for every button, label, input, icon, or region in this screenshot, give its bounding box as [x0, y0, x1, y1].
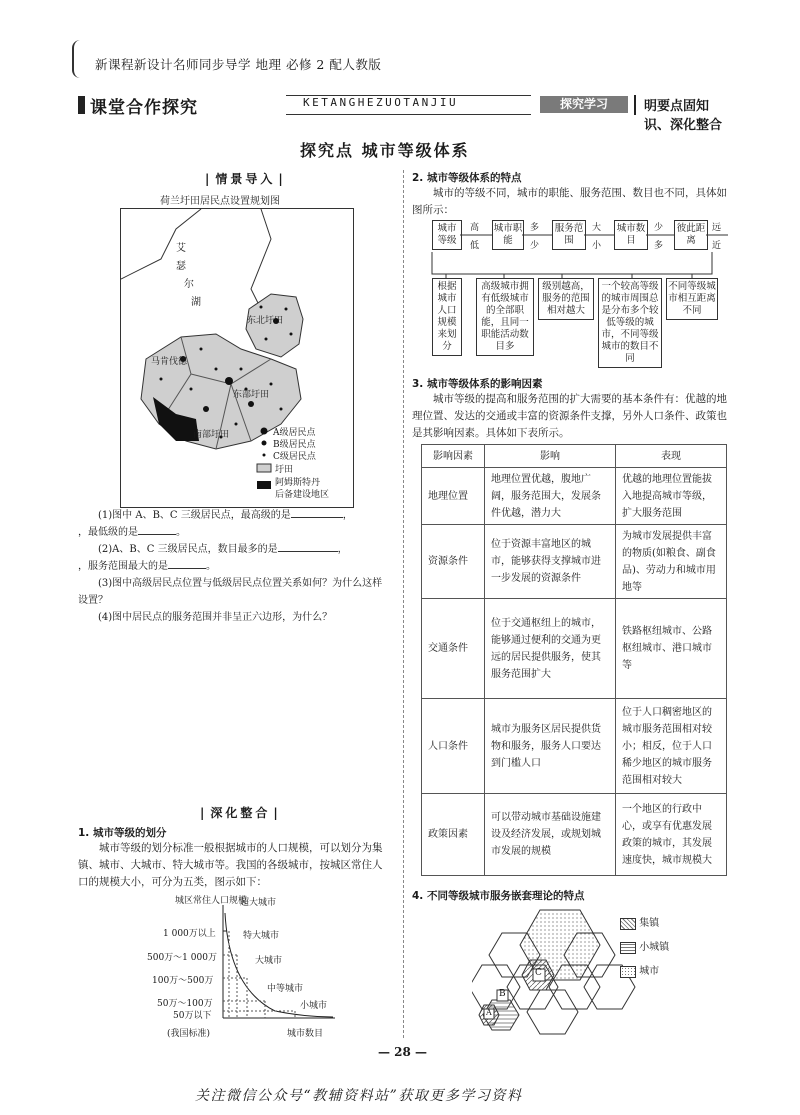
- table-row: [422, 794, 727, 876]
- question-3: (3)图中高级居民点位置与低级居民点位置关系如何？为什么这样设置？: [78, 578, 383, 606]
- cell: 资源条件: [422, 525, 485, 599]
- arrow-3-top: 大: [592, 223, 602, 233]
- band-bar-left: [634, 95, 636, 115]
- cell: 为城市发展提供丰富的物质(如粮食、副食品)、劳动力和城市用地等: [616, 525, 727, 599]
- hierarchy-flow: [412, 218, 730, 373]
- name-4: 中等城市: [267, 984, 304, 994]
- legend-b: B级居民点: [273, 440, 316, 450]
- map-label-south-polder: 南部圩田: [193, 430, 230, 440]
- cell: 铁路枢纽城市、公路枢纽城市、港口城市等: [616, 599, 727, 699]
- map-label-lake-3: 尔: [184, 279, 194, 290]
- page-title: 探究点 城市等级体系: [300, 141, 470, 160]
- pinyin-label: KETANGHEZUOTANJIU: [303, 96, 459, 109]
- book-series: 新课程新设计名师同步导学 地理 必修 2 配人教版: [95, 57, 382, 72]
- legend-swatch-town: [620, 918, 636, 930]
- cell: 人口条件: [422, 699, 485, 794]
- legend-swatch-city: [620, 966, 636, 978]
- legend-city: 城市: [639, 966, 660, 977]
- legend-c: C级居民点: [273, 452, 316, 462]
- name-3: 大城市: [255, 956, 283, 966]
- cell: 位于交通枢纽上的城市，能够通过便利的交通为更远的居民提供服务，使其服务范围扩大: [485, 599, 616, 699]
- badge: 探究学习: [540, 96, 628, 113]
- flow-top-4: 城市数目: [614, 220, 648, 250]
- intro-label: | 情景导入 |: [205, 170, 286, 187]
- band-hint: 明要点固知识、深化整合: [644, 99, 723, 133]
- level-5: 50万以下: [173, 1011, 212, 1021]
- question-1a: (1)图中 A、B、C 三级居民点，最高级的是: [98, 510, 291, 521]
- hex-legend: [620, 912, 669, 984]
- flow-bottom-5: 不同等级城市相互距离不同: [666, 278, 718, 320]
- heading-2: 2. 城市等级体系的特点: [412, 172, 522, 184]
- legend-swatch-small-town: [620, 942, 636, 954]
- arrow-1-top: 高: [470, 223, 480, 233]
- arrow-5-top: 远: [712, 223, 722, 233]
- footer-note: 关注微信公众号“教辅资料站”获取更多学习资料: [195, 1088, 523, 1104]
- band-line-bottom: [286, 114, 531, 115]
- hex-letter-c: C: [535, 968, 542, 978]
- map-label-lake-2: 瑟: [176, 261, 186, 272]
- legend-amsterdam: 阿姆斯特丹: [275, 478, 321, 488]
- table-row: [422, 699, 727, 794]
- deep-label: | 深化整合 |: [200, 804, 281, 821]
- heading-4: 4. 不同等级城市服务嵌套理论的特点: [412, 890, 585, 902]
- flow-bottom-3: 级别越高，服务的范围相对越大: [538, 278, 594, 320]
- city-scale-diagram: [95, 893, 395, 1043]
- cell: 地理位置优越，腹地广阔，服务范围大，发展条件优越，潜力大: [485, 468, 616, 525]
- section-band: [78, 92, 726, 133]
- flow-top-3: 服务范围: [552, 220, 586, 250]
- diagram-y-label: 城区常住人口规模: [175, 896, 248, 906]
- legend-reserve: 后备建设地区: [275, 490, 330, 500]
- map-label-east-polder: 东部圩田: [233, 390, 270, 400]
- cell: 优越的地理位置能拔入地提高城市等级，扩大服务范围: [616, 468, 727, 525]
- cell: 城市为服务区居民提供货物和服务，服务人口要达到门槛人口: [485, 699, 616, 794]
- level-1: 1 000万以上: [163, 929, 216, 939]
- question-1b: ，最低级的是: [78, 527, 138, 538]
- paragraph-3: 城市等级的提高和服务范围的扩大需要的基本条件有：优越的地理位置、发达的交通或丰富的资源条件支撑，另外人口条件、政策也是其影响因素。具体如下表所示。: [412, 393, 727, 439]
- diagram-x-label: 城市数目: [287, 1029, 324, 1039]
- cell: 交通条件: [422, 599, 485, 699]
- diagram-note: (我国标准): [167, 1029, 211, 1039]
- legend-town: 集镇: [639, 918, 660, 929]
- flow-bottom-4: 一个较高等级的城市周围总是分布多个较低等级的城市，不同等级城市的数目不同: [598, 278, 662, 368]
- name-1: 超大城市: [240, 898, 277, 908]
- city-scale-svg: [95, 893, 395, 1043]
- question-2b: ，服务范围最大的是: [78, 561, 168, 572]
- page-number: — 28 —: [378, 1045, 428, 1059]
- cell: 位于人口稠密地区的城市服务范围相对较小；相反，位于人口稀少地区的城市服务范围相对较大: [616, 699, 727, 794]
- hex-nesting-diagram: [472, 905, 642, 1040]
- column-divider: [403, 170, 404, 1038]
- arrow-5-bottom: 近: [712, 241, 722, 251]
- th-impact: 影响: [485, 445, 616, 468]
- intro-questions: (1)图中 A、B、C 三级居民点，最高级的是 ， ，最低级的是 。 (2)A、B、C 三级居民点，数目最多的是 ， ，服务范围最大的是 。 (3)图中高级居民点位置与低级居民点位置关系如何？为什么这样设置？ (4)图中居民点的服务范围并非呈正六边形，为什么？: [78, 507, 388, 626]
- name-5: 小城市: [300, 1001, 328, 1011]
- map-title: 荷兰圩田居民点设置规划图: [160, 196, 280, 207]
- arrow-2-bottom: 少: [530, 241, 540, 251]
- legend-small-town: 小城镇: [639, 942, 670, 953]
- heading-1: 1. 城市等级的划分: [78, 827, 167, 839]
- arrow-2-top: 多: [530, 223, 540, 233]
- legend-a: A级居民点: [273, 428, 316, 438]
- table-row: [422, 468, 727, 525]
- paragraph-2: 城市的等级不同，城市的职能、服务范围、数目也不同，具体如图所示：: [412, 187, 727, 216]
- flow-bottom-1: 根据城市人口规模来划分: [432, 278, 462, 356]
- factor-table: [421, 444, 727, 876]
- question-4: (4)图中居民点的服务范围并非呈正六边形，为什么？: [98, 612, 333, 623]
- flow-bottom-2: 高级城市拥有低级城市的全部职能，且同一职能活动数目多: [476, 278, 534, 356]
- paragraph-1: 城市等级的划分标准一般根据城市的人口规模，可以划分为集镇、城市、大城市、特大城市等。我国的各级城市，按城区常住人口的规模大小，可分为五类，图示如下：: [78, 842, 383, 888]
- section-tag: 课堂合作探究: [90, 98, 198, 118]
- map-label-lake-4: 湖: [191, 297, 201, 308]
- level-3: 100万～500万: [152, 976, 214, 986]
- band-square: [78, 96, 85, 114]
- answer-blank-1[interactable]: [291, 517, 343, 518]
- arrow-1-bottom: 低: [470, 241, 480, 251]
- cell: 可以带动城市基础设施建设及经济发展，或规划城市发展的规模: [485, 794, 616, 876]
- th-factor: 影响因素: [422, 445, 485, 468]
- map-label-markerwaard: 马肯伐德: [151, 357, 188, 367]
- table-row: [422, 525, 727, 599]
- flow-top-5: 彼此距离: [674, 220, 708, 250]
- arrow-4-bottom: 多: [654, 241, 664, 251]
- legend-polder: 圩田: [275, 465, 294, 475]
- flow-top-2: 城市职能: [492, 220, 524, 250]
- cell: 政策因素: [422, 794, 485, 876]
- level-4: 50万～100万: [157, 999, 213, 1009]
- map-label-lake-1: 艾: [176, 243, 186, 254]
- flow-top-1: 城市等级: [432, 220, 462, 250]
- th-manifest: 表现: [616, 445, 727, 468]
- question-2a: (2)A、B、C 三级居民点，数目最多的是: [98, 544, 278, 555]
- name-2: 特大城市: [243, 931, 280, 941]
- heading-3: 3. 城市等级体系的影响因素: [412, 378, 543, 390]
- answer-blank-4[interactable]: [168, 568, 206, 569]
- arrow-4-top: 少: [654, 223, 664, 233]
- map-label-ne-polder: 东北圩田: [247, 316, 284, 326]
- cell: 位于资源丰富地区的城市，能够获得支撑城市进一步发展的资源条件: [485, 525, 616, 599]
- hex-letter-a: A: [486, 1008, 492, 1017]
- answer-blank-3[interactable]: [278, 551, 338, 552]
- cell: 一个地区的行政中心，或享有优惠发展政策的城市，其发展速度快，城市规模大: [616, 794, 727, 876]
- hex-letter-b: B: [499, 989, 506, 999]
- polder-map: [120, 208, 354, 508]
- cell: 地理位置: [422, 468, 485, 525]
- arrow-3-bottom: 小: [592, 241, 602, 251]
- header-brace: [72, 40, 84, 78]
- hex-svg: [472, 905, 642, 1040]
- table-row: [422, 599, 727, 699]
- level-2: 500万～1 000万: [147, 953, 217, 963]
- answer-blank-2[interactable]: [138, 534, 176, 535]
